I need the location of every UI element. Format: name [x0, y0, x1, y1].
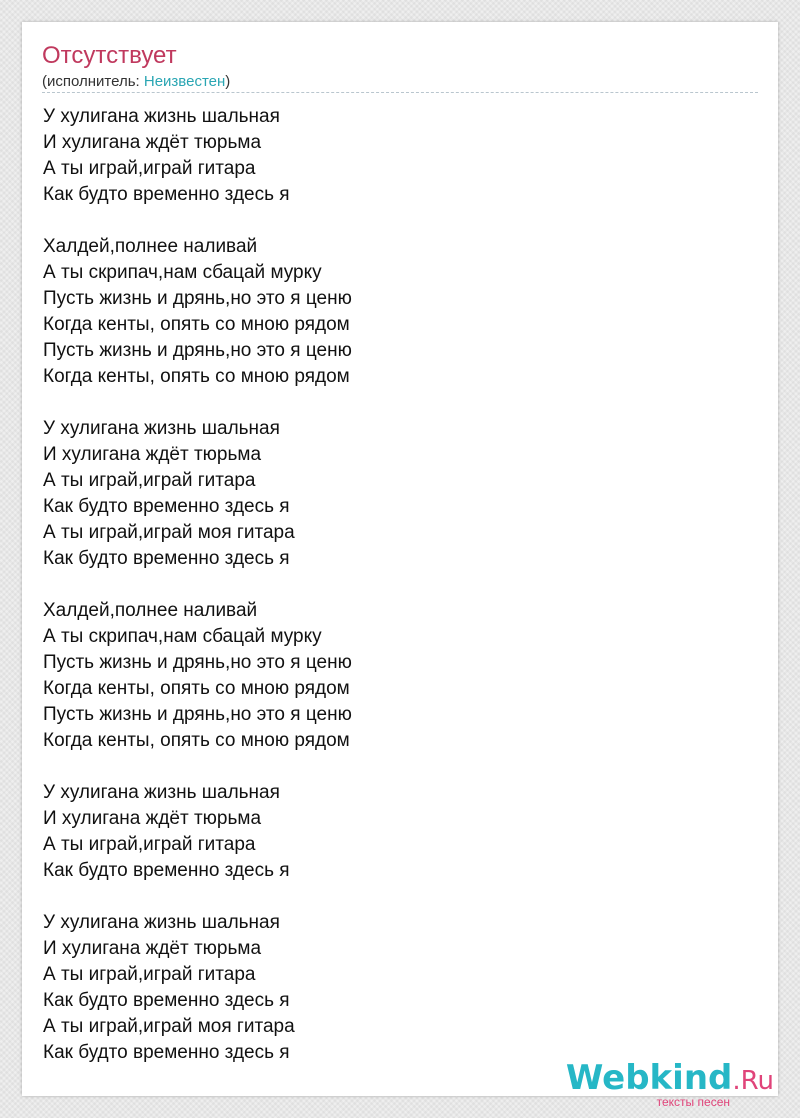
- lyric-line: А ты играй,играй гитара: [43, 158, 256, 179]
- lyric-line: Халдей,полнее наливай: [43, 236, 258, 257]
- lyric-line: Когда кенты, опять со мною рядом: [43, 366, 350, 387]
- lyric-line: Пусть жизнь и дрянь,но это я ценю: [43, 704, 352, 725]
- lyric-line: Пусть жизнь и дрянь,но это я ценю: [43, 652, 352, 673]
- lyric-line: Как будто временно здесь я: [43, 990, 290, 1011]
- lyric-line: Когда кенты, опять со мною рядом: [43, 730, 350, 751]
- artist-link[interactable]: Неизвестен: [143, 73, 226, 90]
- lyric-line: Как будто временно здесь я: [43, 184, 290, 205]
- lyric-line: Пусть жизнь и дрянь,но это я ценю: [43, 340, 352, 361]
- lyric-line: И хулигана ждёт тюрьма: [43, 808, 262, 829]
- lyric-line: А ты скрипач,нам сбацай мурку: [43, 262, 322, 283]
- lyric-line: Когда кенты, опять со мною рядом: [43, 314, 350, 335]
- lyric-line: Когда кенты, опять со мною рядом: [43, 678, 350, 699]
- lyric-line: Как будто временно здесь я: [43, 860, 290, 881]
- song-title: Отсутствует: [42, 42, 177, 69]
- artist-line: [42, 72, 230, 92]
- lyric-line: И хулигана ждёт тюрьма: [43, 132, 262, 153]
- webkind-watermark: [565, 1058, 774, 1110]
- lyric-line: Как будто временно здесь я: [43, 548, 290, 569]
- lyric-line: И хулигана ждёт тюрьма: [43, 444, 262, 465]
- lyric-line: А ты скрипач,нам сбацай мурку: [43, 626, 322, 647]
- artist-suffix: ): [225, 73, 231, 90]
- lyric-line: И хулигана ждёт тюрьма: [43, 938, 262, 959]
- lyric-line: Как будто временно здесь я: [43, 496, 290, 517]
- logo-tagline: тексты песен: [656, 1095, 730, 1109]
- lyrics-sheet: [22, 22, 778, 1096]
- stanza-4: [43, 598, 743, 754]
- stanza-6: [43, 910, 743, 1066]
- lyric-line: Пусть жизнь и дрянь,но это я ценю: [43, 288, 352, 309]
- stanza-2: [43, 234, 743, 390]
- lyric-line: У хулигана жизнь шальная: [43, 782, 280, 803]
- lyrics-body: [43, 104, 743, 1092]
- lyric-line: А ты играй,играй моя гитара: [43, 522, 295, 543]
- stanza-5: [43, 780, 743, 884]
- stanza-3: [43, 416, 743, 572]
- logo-brand: Webkind: [565, 1058, 733, 1098]
- lyric-line: У хулигана жизнь шальная: [43, 418, 280, 439]
- lyric-line: Халдей,полнее наливай: [43, 600, 258, 621]
- lyric-line: У хулигана жизнь шальная: [43, 912, 280, 933]
- lyric-line: А ты играй,играй гитара: [43, 964, 256, 985]
- artist-prefix: (исполнитель:: [42, 73, 144, 90]
- lyric-line: А ты играй,играй гитара: [43, 470, 256, 491]
- stanza-1: [43, 104, 743, 208]
- lyric-line: А ты играй,играй моя гитара: [43, 1016, 295, 1037]
- title-divider: [42, 92, 758, 93]
- lyric-line: У хулигана жизнь шальная: [43, 106, 280, 127]
- lyric-line: Как будто временно здесь я: [43, 1042, 290, 1063]
- logo-domain: .Ru: [732, 1066, 774, 1096]
- lyric-line: А ты играй,играй гитара: [43, 834, 256, 855]
